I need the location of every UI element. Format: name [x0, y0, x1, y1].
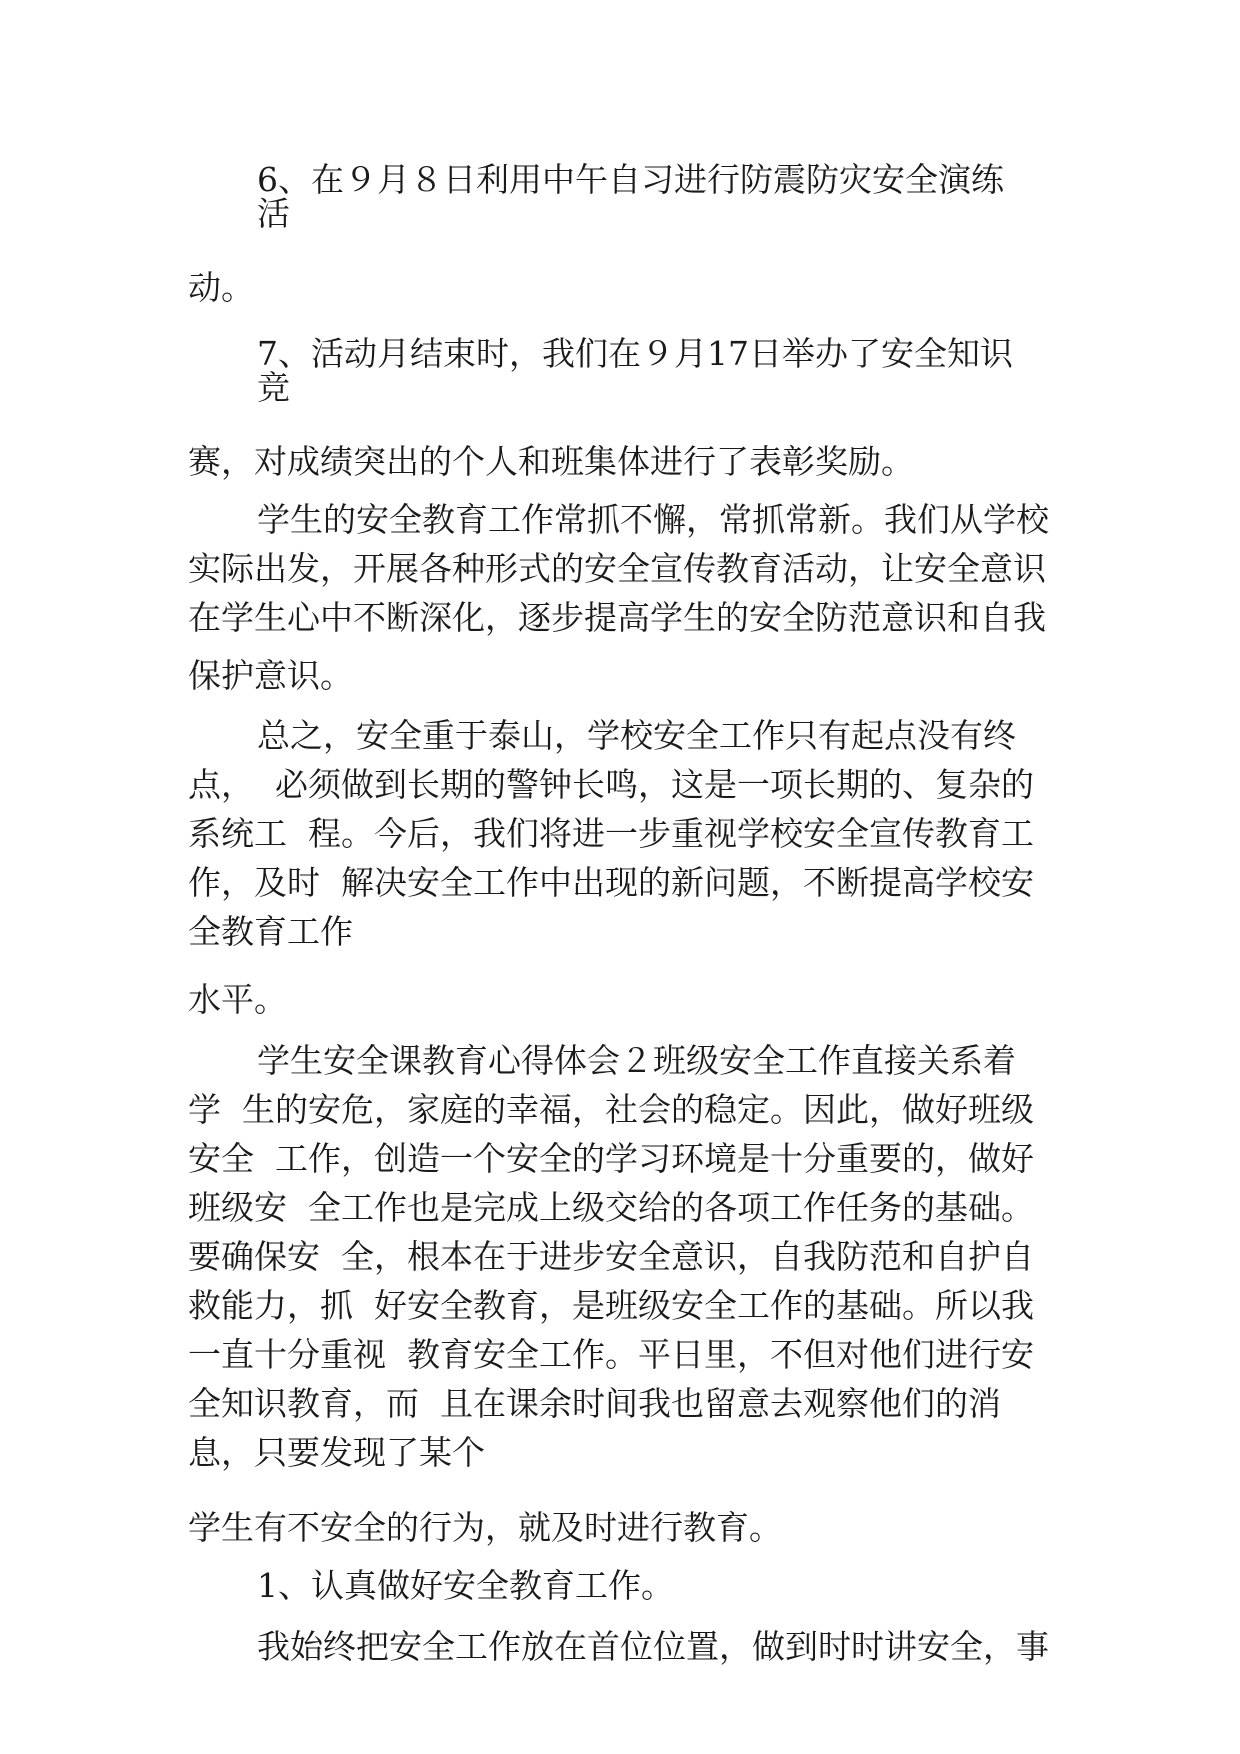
text-line: 救能力，抓 好安全教育，是班级安全工作的基础。所以我 [188, 1286, 1034, 1325]
text-line: 竞 [257, 368, 290, 407]
text-line: 安全 工作，创造一个安全的学习环境是十分重要的，做好 [188, 1139, 1034, 1178]
text-line: 要确保安 全，根本在于进步安全意识，自我防范和自护自 [188, 1237, 1034, 1276]
text-line: 在学生心中不断深化，逐步提高学生的安全防范意识和自我 [188, 598, 1046, 637]
text-line: 我始终把安全工作放在首位位置，做到时时讲安全，事 [257, 1627, 1049, 1666]
text-line: 全教育工作 [188, 912, 353, 951]
text-line: 赛，对成绩突出的个人和班集体进行了表彰奖励。 [188, 442, 914, 481]
text-line: 学生安全课教育心得体会２班级安全工作直接关系着 [257, 1041, 1016, 1080]
text-line: 7、活动月结束时，我们在９月17日举办了安全知识 [257, 334, 1013, 373]
text-line: 作，及时 解决安全工作中出现的新问题，不断提高学校安 [188, 863, 1034, 902]
text-line: 水平。 [188, 980, 287, 1019]
text-line: 动。 [188, 268, 254, 307]
text-line: 学生的安全教育工作常抓不懈，常抓常新。我们从学校 [257, 500, 1049, 539]
text-line: 点， 必须做到长期的警钟长鸣，这是一项长期的、复杂的 [188, 765, 1034, 804]
text-line: 活 [257, 194, 290, 233]
text-line: 班级安 全工作也是完成上级交给的各项工作任务的基础。 [188, 1188, 1034, 1227]
text-line: 一直十分重视 教育安全工作。平日里，不但对他们进行安 [188, 1335, 1034, 1374]
text-line: 学 生的安危，家庭的幸福，社会的稳定。因此，做好班级 [188, 1090, 1034, 1129]
text-line: 息，只要发现了某个 [188, 1433, 485, 1472]
text-line: 总之，安全重于泰山，学校安全工作只有起点没有终 [257, 716, 1016, 755]
text-line: 系统工 程。今后，我们将进一步重视学校安全宣传教育工 [188, 814, 1034, 853]
text-line: 学生有不安全的行为，就及时进行教育。 [188, 1508, 782, 1547]
text-line: 1、认真做好安全教育工作。 [257, 1566, 674, 1605]
text-line: 全知识教育，而 且在课余时间我也留意去观察他们的消 [188, 1384, 1001, 1423]
text-line: 6、在９月８日利用中午自习进行防震防灾安全演练 [257, 160, 1004, 199]
text-line: 保护意识。 [188, 656, 353, 695]
text-line: 实际出发，开展各种形式的安全宣传教育活动，让安全意识 [188, 549, 1046, 588]
